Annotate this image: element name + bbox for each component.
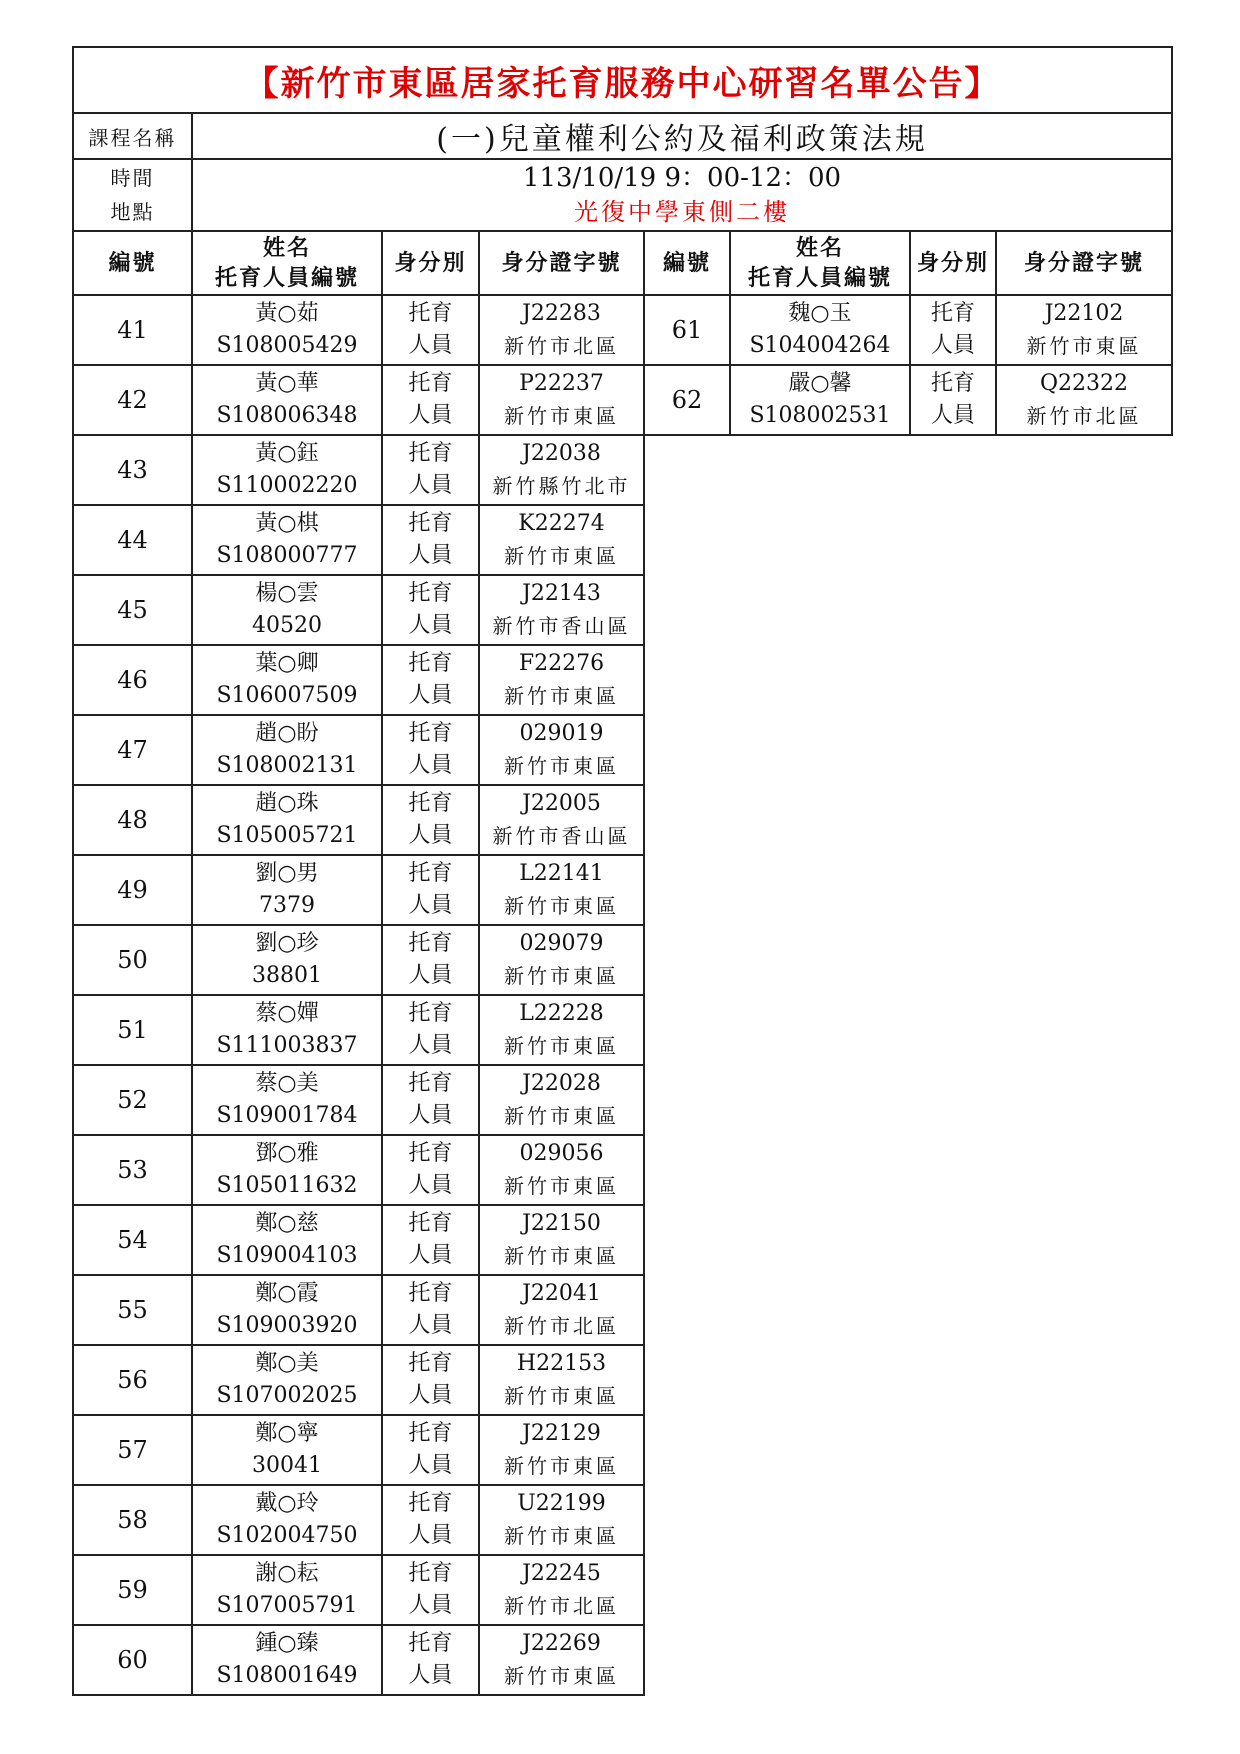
staff-id: S109001784 xyxy=(216,1103,358,1128)
header-staff-id-label: 托育人員編號 xyxy=(214,265,359,291)
staff-id: 30041 xyxy=(252,1453,322,1478)
empty-cell xyxy=(644,1135,1172,1205)
row-id xyxy=(479,785,644,855)
row-person xyxy=(192,645,382,715)
role-line-2: 人員 xyxy=(408,1033,453,1058)
role-line-1: 托育 xyxy=(408,1071,453,1096)
row-no: 41 xyxy=(73,295,192,365)
id-district: 新竹市東區 xyxy=(504,404,619,428)
table-row xyxy=(73,855,1172,925)
row-role xyxy=(382,925,479,995)
header-name-label-right: 姓名 xyxy=(795,235,844,261)
row-no: 53 xyxy=(73,1135,192,1205)
role-line-2: 人員 xyxy=(408,893,453,918)
role-line-2: 人員 xyxy=(408,333,453,358)
id-district: 新竹市東區 xyxy=(504,1174,619,1198)
staff-id: S108002131 xyxy=(216,753,358,778)
role-line-1: 托育 xyxy=(408,1421,453,1446)
empty-cell xyxy=(644,1415,1172,1485)
role-line-1: 托育 xyxy=(930,371,975,396)
row-person xyxy=(192,575,382,645)
person-name: 魏○玉 xyxy=(788,301,852,326)
course-label: 課程名稱 xyxy=(73,113,192,159)
header-row xyxy=(73,231,1172,295)
role-line-2: 人員 xyxy=(408,1593,453,1618)
table-row xyxy=(73,1625,1172,1695)
empty-cell xyxy=(644,645,1172,715)
id-district: 新竹市北區 xyxy=(504,334,619,358)
table-row xyxy=(73,295,1172,365)
id-prefix: J22005 xyxy=(522,791,601,816)
table-row xyxy=(73,1415,1172,1485)
person-name: 葉○卿 xyxy=(255,651,319,676)
row-person xyxy=(192,1205,382,1275)
id-prefix: K22274 xyxy=(518,511,605,536)
role-line-1: 托育 xyxy=(408,1281,453,1306)
row-person xyxy=(192,1135,382,1205)
empty-cell xyxy=(644,1205,1172,1275)
page-title: 【新竹市東區居家托育服務中心研習名單公告】 xyxy=(73,47,1172,113)
table-row xyxy=(73,1065,1172,1135)
row-role xyxy=(382,575,479,645)
row-role xyxy=(382,1065,479,1135)
header-name xyxy=(192,231,382,295)
role-line-2: 人員 xyxy=(408,1243,453,1268)
header-name-label: 姓名 xyxy=(262,235,311,261)
time-place-value xyxy=(192,159,1172,231)
header-name-right xyxy=(730,231,910,295)
row-no: 60 xyxy=(73,1625,192,1695)
id-prefix: 029079 xyxy=(519,931,604,956)
staff-id: S111003837 xyxy=(216,1033,358,1058)
id-district: 新竹縣竹北市 xyxy=(492,474,631,498)
person-name: 劉○男 xyxy=(255,861,319,886)
row-role xyxy=(382,1345,479,1415)
row-id xyxy=(479,715,644,785)
row-id xyxy=(479,1065,644,1135)
row-id xyxy=(479,645,644,715)
id-district: 新竹市北區 xyxy=(1026,404,1142,428)
empty-cell xyxy=(644,1625,1172,1695)
table-row xyxy=(73,365,1172,435)
role-line-1: 托育 xyxy=(408,931,453,956)
row-person xyxy=(192,1415,382,1485)
empty-cell xyxy=(644,715,1172,785)
role-line-1: 托育 xyxy=(408,721,453,746)
row-id xyxy=(479,855,644,925)
id-district: 新竹市東區 xyxy=(1026,334,1142,358)
empty-cell xyxy=(644,925,1172,995)
staff-id: S102004750 xyxy=(216,1523,358,1548)
session-location: 光復中學東側二樓 xyxy=(574,198,790,226)
id-prefix: Q22322 xyxy=(1039,371,1129,396)
row-person xyxy=(192,1625,382,1695)
role-line-1: 托育 xyxy=(408,1631,453,1656)
id-prefix: J22269 xyxy=(522,1631,601,1656)
id-prefix: L22141 xyxy=(519,861,604,886)
course-name: (一)兒童權利公約及福利政策法規 xyxy=(192,113,1172,159)
row-role xyxy=(382,1555,479,1625)
staff-id: 38801 xyxy=(252,963,322,988)
staff-id: S108002531 xyxy=(749,403,891,428)
table-row xyxy=(73,1275,1172,1345)
row-no: 58 xyxy=(73,1485,192,1555)
table-row xyxy=(73,1485,1172,1555)
header-role: 身分別 xyxy=(382,231,479,295)
header-id-no: 身分證字號 xyxy=(479,231,644,295)
row-role xyxy=(382,855,479,925)
row-role xyxy=(382,1135,479,1205)
role-line-2: 人員 xyxy=(408,823,453,848)
time-label: 時間 xyxy=(110,166,155,190)
row-no: 52 xyxy=(73,1065,192,1135)
row-no: 49 xyxy=(73,855,192,925)
row-person xyxy=(192,995,382,1065)
table-row xyxy=(73,435,1172,505)
staff-id: S107005791 xyxy=(216,1593,358,1618)
table-row xyxy=(73,575,1172,645)
role-line-1: 托育 xyxy=(408,511,453,536)
role-line-1: 托育 xyxy=(408,301,453,326)
table-row xyxy=(73,1135,1172,1205)
role-line-1: 托育 xyxy=(408,581,453,606)
row-role xyxy=(382,645,479,715)
row-no: 46 xyxy=(73,645,192,715)
id-prefix: J22102 xyxy=(1044,301,1124,326)
person-name: 黃○華 xyxy=(255,371,319,396)
staff-id: S109003920 xyxy=(216,1313,358,1338)
row-id xyxy=(479,435,644,505)
role-line-2: 人員 xyxy=(408,613,453,638)
row-id xyxy=(479,1415,644,1485)
person-name: 嚴○馨 xyxy=(788,371,852,396)
role-line-2: 人員 xyxy=(408,683,453,708)
row-role xyxy=(382,1625,479,1695)
table-row xyxy=(73,785,1172,855)
row-role xyxy=(382,785,479,855)
row-role xyxy=(382,365,479,435)
row-role xyxy=(382,1485,479,1555)
id-prefix: P22237 xyxy=(519,371,604,396)
row-no: 47 xyxy=(73,715,192,785)
person-name: 鍾○臻 xyxy=(255,1631,319,1656)
row-person-right xyxy=(730,295,910,365)
row-person xyxy=(192,1065,382,1135)
role-line-2: 人員 xyxy=(408,1103,453,1128)
id-district: 新竹市東區 xyxy=(504,1244,619,1268)
id-prefix: J22041 xyxy=(522,1281,601,1306)
role-line-2: 人員 xyxy=(408,473,453,498)
id-prefix: H22153 xyxy=(516,1351,607,1376)
staff-id: S110002220 xyxy=(216,473,358,498)
id-prefix: J22283 xyxy=(522,301,601,326)
staff-id: S108005429 xyxy=(216,333,358,358)
id-prefix: U22199 xyxy=(517,1491,606,1516)
empty-cell xyxy=(644,1065,1172,1135)
header-staff-id-label-right: 托育人員編號 xyxy=(747,265,892,291)
id-prefix: J22129 xyxy=(522,1421,601,1446)
id-district: 新竹市東區 xyxy=(504,1034,619,1058)
empty-cell xyxy=(644,505,1172,575)
row-id xyxy=(479,1625,644,1695)
role-line-2: 人員 xyxy=(408,753,453,778)
header-role-right: 身分別 xyxy=(910,231,996,295)
person-name: 鄭○寧 xyxy=(255,1421,319,1446)
id-district: 新竹市東區 xyxy=(504,684,619,708)
staff-id: S108000777 xyxy=(216,543,358,568)
role-line-1: 托育 xyxy=(408,1211,453,1236)
header-id-no-right: 身分證字號 xyxy=(996,231,1172,295)
row-role xyxy=(382,715,479,785)
id-prefix: L22228 xyxy=(519,1001,604,1026)
role-line-1: 托育 xyxy=(408,861,453,886)
role-line-2: 人員 xyxy=(408,1173,453,1198)
id-district: 新竹市北區 xyxy=(504,1594,619,1618)
row-no: 54 xyxy=(73,1205,192,1275)
role-line-1: 托育 xyxy=(408,371,453,396)
row-id xyxy=(479,1135,644,1205)
row-id xyxy=(479,1345,644,1415)
role-line-1: 托育 xyxy=(408,651,453,676)
table-row xyxy=(73,1555,1172,1625)
row-role xyxy=(382,1415,479,1485)
staff-id: 7379 xyxy=(259,893,315,918)
row-person xyxy=(192,505,382,575)
person-name: 黃○鈺 xyxy=(255,441,319,466)
row-no: 48 xyxy=(73,785,192,855)
role-line-2: 人員 xyxy=(408,1383,453,1408)
role-line-1: 托育 xyxy=(408,1141,453,1166)
row-person xyxy=(192,925,382,995)
id-district: 新竹市東區 xyxy=(504,1104,619,1128)
row-id xyxy=(479,575,644,645)
row-id xyxy=(479,1485,644,1555)
row-id-right xyxy=(996,295,1172,365)
role-line-1: 托育 xyxy=(408,791,453,816)
role-line-2: 人員 xyxy=(408,1523,453,1548)
row-no-right: 61 xyxy=(644,295,730,365)
id-prefix: 029019 xyxy=(519,721,604,746)
row-person xyxy=(192,295,382,365)
row-no: 55 xyxy=(73,1275,192,1345)
row-person xyxy=(192,715,382,785)
table-row xyxy=(73,1205,1172,1275)
id-district: 新竹市香山區 xyxy=(492,824,631,848)
row-id xyxy=(479,995,644,1065)
row-person xyxy=(192,1555,382,1625)
person-name: 鄧○雅 xyxy=(255,1141,319,1166)
role-line-1: 托育 xyxy=(408,441,453,466)
id-district: 新竹市東區 xyxy=(504,964,619,988)
role-line-1: 托育 xyxy=(930,301,975,326)
row-no: 42 xyxy=(73,365,192,435)
row-no: 51 xyxy=(73,995,192,1065)
id-district: 新竹市東區 xyxy=(504,894,619,918)
staff-id: S108006348 xyxy=(216,403,358,428)
row-role xyxy=(382,505,479,575)
row-person-right xyxy=(730,365,910,435)
person-name: 蔡○美 xyxy=(255,1071,319,1096)
place-label: 地點 xyxy=(110,200,155,224)
row-role xyxy=(382,995,479,1065)
row-person xyxy=(192,1485,382,1555)
table-row xyxy=(73,925,1172,995)
table-row xyxy=(73,645,1172,715)
id-prefix: J22143 xyxy=(522,581,601,606)
person-name: 鄭○美 xyxy=(255,1351,319,1376)
row-no: 45 xyxy=(73,575,192,645)
id-district: 新竹市東區 xyxy=(504,1524,619,1548)
row-no: 56 xyxy=(73,1345,192,1415)
header-no: 編號 xyxy=(73,231,192,295)
staff-id: S104004264 xyxy=(749,333,891,358)
session-time: 113/10/19 9：00-12：00 xyxy=(522,163,842,193)
staff-id: S109004103 xyxy=(216,1243,358,1268)
row-no: 59 xyxy=(73,1555,192,1625)
person-name: 黃○棋 xyxy=(255,511,319,536)
id-prefix: 029056 xyxy=(519,1141,604,1166)
role-line-2: 人員 xyxy=(930,333,975,358)
id-prefix: J22028 xyxy=(522,1071,601,1096)
staff-id: S107002025 xyxy=(216,1383,358,1408)
staff-id: S106007509 xyxy=(216,683,358,708)
roster-sheet xyxy=(72,46,1171,1696)
empty-cell xyxy=(644,1485,1172,1555)
row-id xyxy=(479,925,644,995)
row-person xyxy=(192,1345,382,1415)
row-role xyxy=(382,1205,479,1275)
row-no: 50 xyxy=(73,925,192,995)
empty-cell xyxy=(644,575,1172,645)
id-district: 新竹市東區 xyxy=(504,1384,619,1408)
person-name: 劉○珍 xyxy=(255,931,319,956)
id-prefix: J22150 xyxy=(522,1211,601,1236)
person-name: 戴○玲 xyxy=(255,1491,319,1516)
id-district: 新竹市東區 xyxy=(504,1454,619,1478)
role-line-2: 人員 xyxy=(408,1313,453,1338)
row-person xyxy=(192,435,382,505)
id-district: 新竹市北區 xyxy=(504,1314,619,1338)
header-no-right: 編號 xyxy=(644,231,730,295)
role-line-2: 人員 xyxy=(408,1453,453,1478)
staff-id: S105011632 xyxy=(216,1173,358,1198)
person-name: 黃○茹 xyxy=(255,301,319,326)
time-place-label xyxy=(73,159,192,231)
empty-cell xyxy=(644,785,1172,855)
row-id xyxy=(479,365,644,435)
person-name: 趙○珠 xyxy=(255,791,319,816)
person-name: 鄭○霞 xyxy=(255,1281,319,1306)
row-id xyxy=(479,295,644,365)
row-id xyxy=(479,1205,644,1275)
person-name: 蔡○嬋 xyxy=(255,1001,319,1026)
row-role-right xyxy=(910,365,996,435)
roster-table xyxy=(72,46,1173,1696)
role-line-2: 人員 xyxy=(930,403,975,428)
row-no: 57 xyxy=(73,1415,192,1485)
role-line-2: 人員 xyxy=(408,963,453,988)
empty-cell xyxy=(644,1345,1172,1415)
empty-cell xyxy=(644,855,1172,925)
id-prefix: J22245 xyxy=(522,1561,601,1586)
id-prefix: J22038 xyxy=(522,441,601,466)
role-line-1: 托育 xyxy=(408,1491,453,1516)
id-district: 新竹市香山區 xyxy=(492,614,631,638)
empty-cell xyxy=(644,995,1172,1065)
empty-cell xyxy=(644,435,1172,505)
row-id xyxy=(479,1275,644,1345)
row-person xyxy=(192,1275,382,1345)
row-no-right: 62 xyxy=(644,365,730,435)
role-line-1: 托育 xyxy=(408,1001,453,1026)
staff-id: S105005721 xyxy=(216,823,358,848)
person-name: 謝○耘 xyxy=(255,1561,319,1586)
staff-id: 40520 xyxy=(252,613,322,638)
row-role xyxy=(382,435,479,505)
person-name: 鄭○慈 xyxy=(255,1211,319,1236)
row-id-right xyxy=(996,365,1172,435)
role-line-1: 托育 xyxy=(408,1561,453,1586)
row-id xyxy=(479,505,644,575)
staff-id: S108001649 xyxy=(216,1663,358,1688)
person-name: 楊○雲 xyxy=(255,581,319,606)
row-role xyxy=(382,295,479,365)
table-row xyxy=(73,1345,1172,1415)
role-line-2: 人員 xyxy=(408,543,453,568)
role-line-2: 人員 xyxy=(408,403,453,428)
id-district: 新竹市東區 xyxy=(504,1664,619,1688)
role-line-1: 托育 xyxy=(408,1351,453,1376)
table-row xyxy=(73,505,1172,575)
row-person xyxy=(192,785,382,855)
table-row xyxy=(73,995,1172,1065)
row-person xyxy=(192,855,382,925)
empty-cell xyxy=(644,1555,1172,1625)
row-no: 44 xyxy=(73,505,192,575)
id-district: 新竹市東區 xyxy=(504,544,619,568)
row-role-right xyxy=(910,295,996,365)
row-role xyxy=(382,1275,479,1345)
empty-cell xyxy=(644,1275,1172,1345)
table-row xyxy=(73,715,1172,785)
id-district: 新竹市東區 xyxy=(504,754,619,778)
row-id xyxy=(479,1555,644,1625)
person-name: 趙○盼 xyxy=(255,721,319,746)
role-line-2: 人員 xyxy=(408,1663,453,1688)
row-person xyxy=(192,365,382,435)
row-no: 43 xyxy=(73,435,192,505)
id-prefix: F22276 xyxy=(518,651,605,676)
